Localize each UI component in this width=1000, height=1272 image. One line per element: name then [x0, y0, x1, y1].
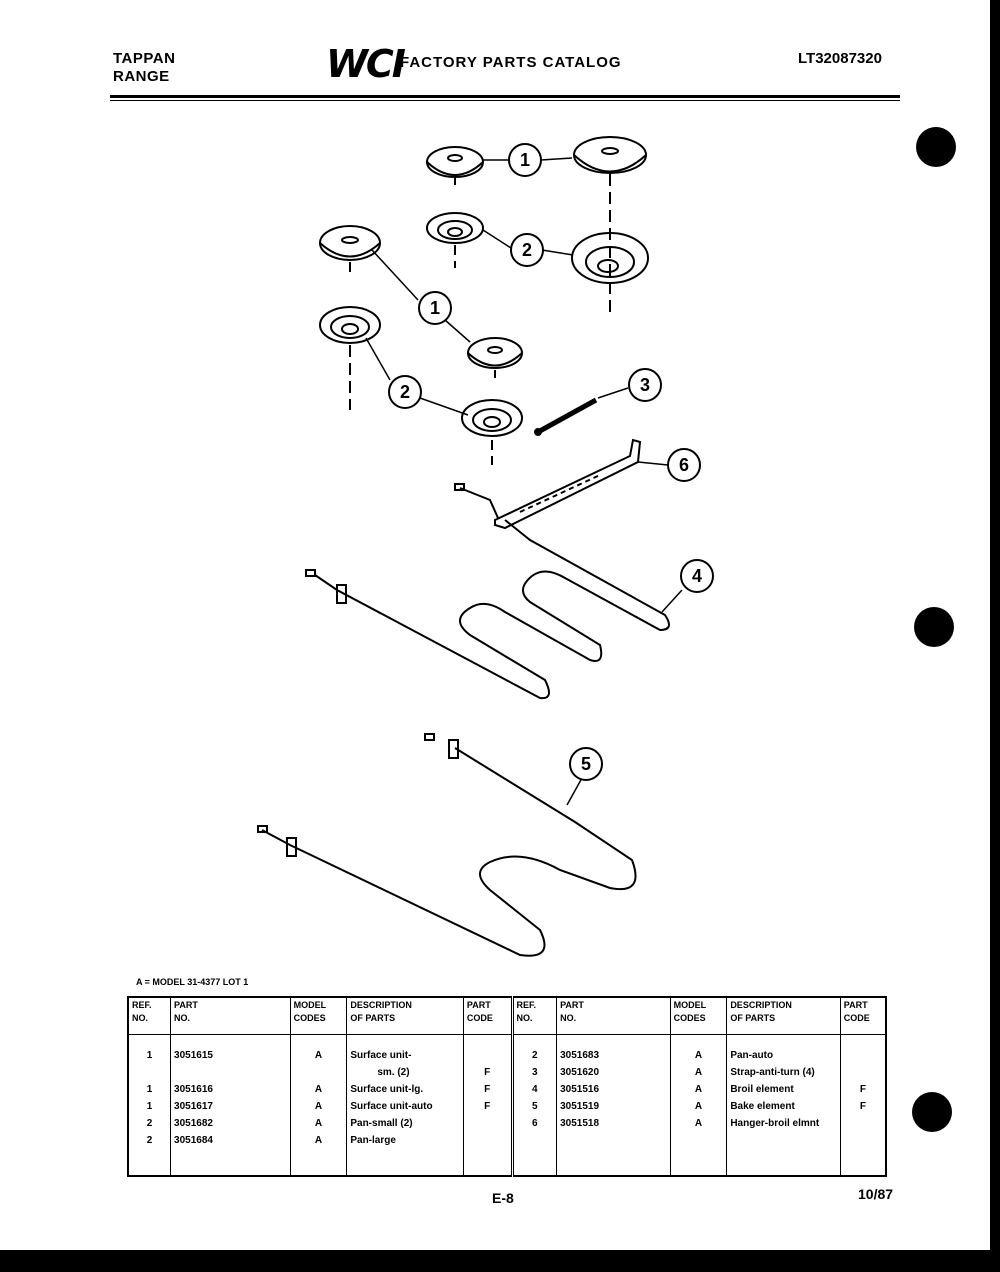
- callout-1-left: [419, 292, 451, 324]
- table-row: 1 3051617 A Surface unit-auto F 5 3051519 A Bake element F: [128, 1098, 886, 1115]
- surface-unit-auto: [468, 338, 522, 378]
- callout-2-left: [389, 376, 421, 408]
- header-model: MODEL CODES: [290, 997, 347, 1035]
- model-number: LT32087320: [798, 50, 882, 67]
- wci-logo: WCI: [326, 42, 404, 86]
- table-row: 2 3051682 A Pan-small (2) 6 3051518 A Hanger-broil elmnt: [128, 1115, 886, 1132]
- parts-table: [127, 996, 887, 1177]
- callout-label: 1: [429, 298, 441, 318]
- strap-anti-turn: [535, 400, 596, 435]
- callout-1-top: [509, 144, 541, 176]
- model-code-note: A = MODEL 31-4377 LOT 1: [136, 977, 249, 987]
- table-spacer-row: [128, 1149, 886, 1176]
- callout-4: [681, 560, 713, 592]
- header-ref: REF. NO.: [128, 997, 171, 1035]
- brand-name: TAPPAN: [113, 50, 176, 67]
- header-model: MODEL CODES: [670, 997, 727, 1035]
- callout-2-top: [511, 234, 543, 266]
- callout-5: [570, 748, 602, 780]
- header-desc: DESCRIPTION OF PARTS: [727, 997, 840, 1035]
- pan-auto: [462, 400, 522, 465]
- table-row: sm. (2) F 3 3051620 A Strap-anti-turn (4): [128, 1064, 886, 1081]
- callout-label: 1: [519, 150, 531, 170]
- callout-3: [629, 369, 661, 401]
- hanger-broil-element: [455, 440, 640, 528]
- page-number: E-8: [492, 1190, 514, 1206]
- callout-label: 5: [580, 754, 592, 774]
- callout-6: [668, 449, 700, 481]
- surface-unit-large-top: [574, 137, 646, 316]
- table-row: 1 3051616 A Surface unit-lg. F 4 3051516 A Broil element F: [128, 1081, 886, 1098]
- product-name: RANGE: [113, 68, 170, 85]
- surface-unit-left: [320, 226, 380, 272]
- surface-unit-small-top: [427, 147, 483, 185]
- table-header-row: [128, 997, 886, 1035]
- table-row: 1 3051615 A Surface unit- 2 3051683 A Pan-auto: [128, 1047, 886, 1064]
- header-ref: REF. NO.: [512, 997, 557, 1035]
- catalog-title: FACTORY PARTS CATALOG: [400, 54, 622, 71]
- broil-element: [306, 520, 669, 698]
- revision-date: 10/87: [858, 1186, 894, 1202]
- pan-small-top: [427, 213, 483, 268]
- binder-hole: [912, 1092, 952, 1132]
- header-part: PART NO.: [557, 997, 670, 1035]
- header-part: PART NO.: [171, 997, 291, 1035]
- callout-label: 3: [639, 375, 651, 395]
- table-spacer-row: [128, 1035, 886, 1048]
- table-row: 2 3051684 A Pan-large: [128, 1132, 886, 1149]
- pan-left: [320, 307, 380, 410]
- callout-label: 2: [521, 240, 533, 260]
- header-code: PART CODE: [840, 997, 886, 1035]
- callout-label: 6: [678, 455, 690, 475]
- header-code: PART CODE: [463, 997, 512, 1035]
- header-desc: DESCRIPTION OF PARTS: [347, 997, 464, 1035]
- callout-label: 4: [691, 566, 703, 586]
- callout-label: 2: [399, 382, 411, 402]
